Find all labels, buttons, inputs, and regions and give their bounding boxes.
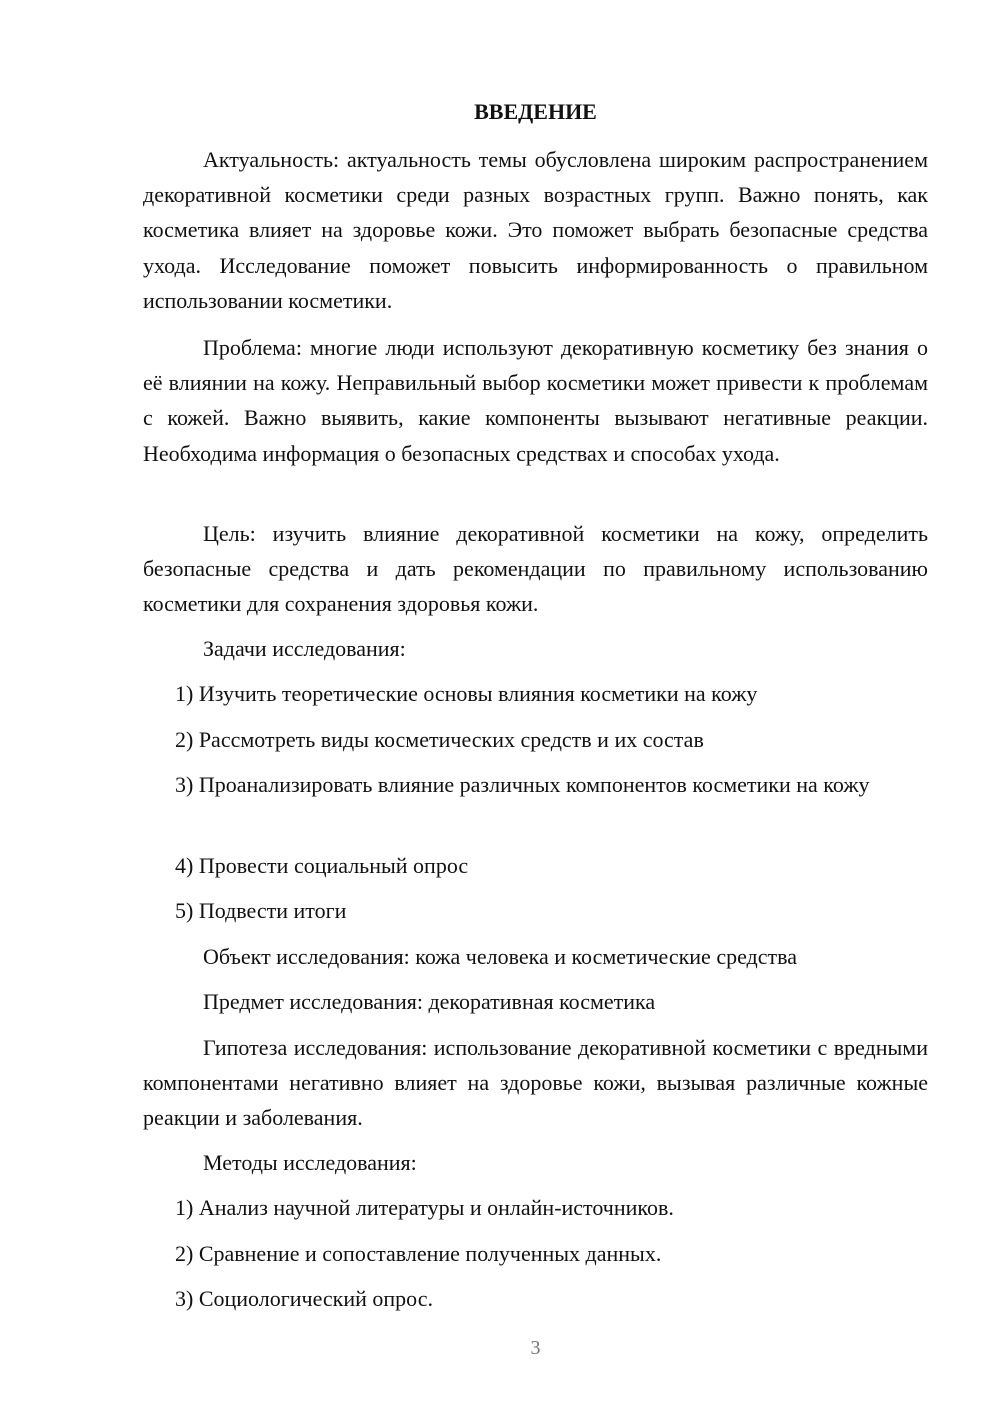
- task-item-2: 2) Рассмотреть виды косметических средств и их состав: [175, 727, 704, 752]
- method-item-3: 3) Социологический опрос.: [175, 1286, 433, 1311]
- method-item-1: 1) Анализ научной литературы и онлайн-источников.: [175, 1195, 674, 1220]
- methods-heading: Методы исследования:: [203, 1150, 417, 1175]
- task-item-3: 3) Проанализировать влияние различных компонентов косметики на кожу: [175, 772, 870, 797]
- object-paragraph: Объект исследования: кожа человека и косметические средства: [203, 944, 797, 969]
- problem-paragraph: Проблема: многие люди используют декоративную косметику без знания о её влиянии на кожу. Неправильный выбор косметики может привести к проблемам с кожей. Важно выявить, какие компоненты вызывают негативные реакции. Необходима информация о безопасных средствах и способах ухода.: [143, 335, 928, 466]
- task-item-5: 5) Подвести итоги: [175, 898, 347, 923]
- subject-paragraph: Предмет исследования: декоративная косметика: [203, 989, 656, 1014]
- task-item-1: 1) Изучить теоретические основы влияния косметики на кожу: [175, 681, 758, 706]
- hypothesis-paragraph: Гипотеза исследования: использование декоративной косметики с вредными компонентами негативно влияет на здоровье кожи, вызывая различные кожные реакции и заболевания.: [143, 1035, 928, 1131]
- tasks-heading: Задачи исследования:: [203, 636, 406, 661]
- goal-paragraph: Цель: изучить влияние декоративной косметики на кожу, определить безопасные средства и дать рекомендации по правильному использованию косметики для сохранения здоровья кожи.: [143, 521, 928, 617]
- relevance-paragraph: Актуальность: актуальность темы обусловлена широким распространением декоративной косметики среди разных возрастных групп. Важно понять, как косметика влияет на здоровье кожи. Это поможет выбрать безопасные средства ухода. Исследование поможет повысить информированность о правильном использовании косметики.: [143, 147, 928, 313]
- page-title: ВВЕДЕНИЕ: [474, 99, 597, 124]
- page-number: 3: [530, 1337, 541, 1359]
- method-item-2: 2) Сравнение и сопоставление полученных данных.: [175, 1241, 662, 1266]
- task-item-4: 4) Провести социальный опрос: [175, 853, 469, 878]
